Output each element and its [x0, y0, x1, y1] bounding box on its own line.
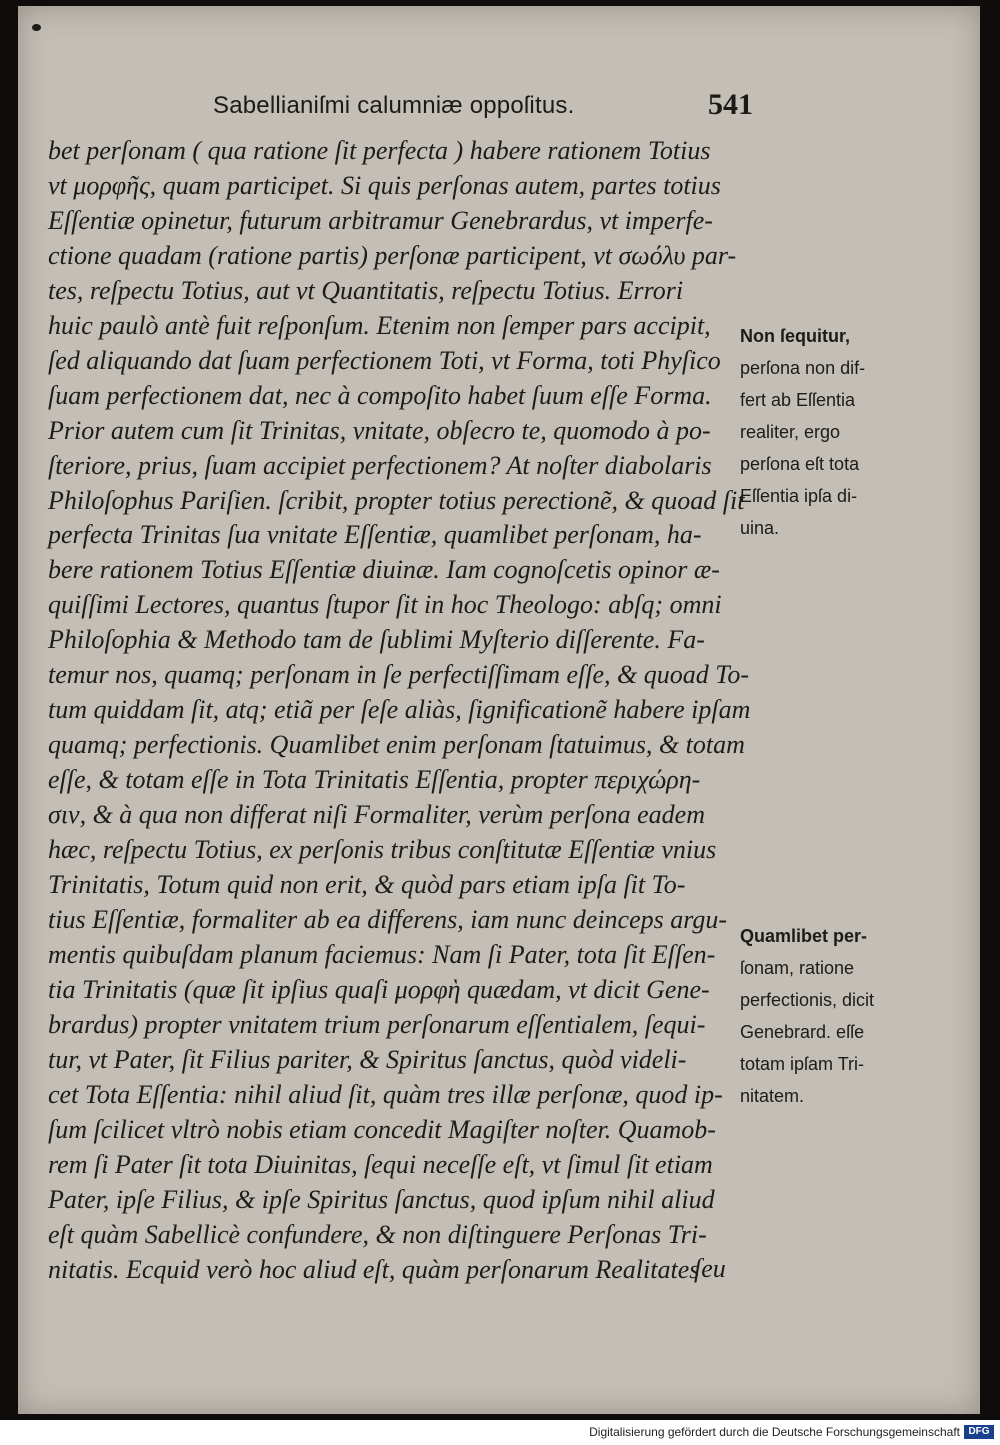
marginal-note-1	[740, 320, 915, 544]
book-page	[18, 6, 980, 1414]
text-line: cet Tota Eſſentia: nihil aliud ſit, quàm tres illæ perſonæ, quod ip-	[48, 1079, 723, 1109]
text-line: Philoſophia & Methodo tam de ſublimi Myſterio diſſerente. Fa-	[48, 625, 705, 655]
text-line: brardus) propter vnitatem trium perſonarum eſſentialem, ſequi-	[48, 1009, 706, 1039]
text-line: eſt quàm Sabellicè confundere, & non diſtinguere Perſonas Tri-	[48, 1219, 707, 1249]
text-line: tum quiddam ſit, atq; etiã per ſeſe aliàs, ſignificationẽ habere ipſam	[48, 695, 751, 725]
text-line: quamq; perfectionis. Quamlibet enim perſonam ſtatuimus, & totam	[48, 730, 745, 760]
marginal-note-2	[740, 920, 915, 1112]
text-line: tes, reſpectu Totius, aut vt Quantitatis, reſpectu Totius. Errori	[48, 275, 684, 305]
text-line: tia Trinitatis (quæ ſit ipſius quaſi μορφὴ quædam, vt dicit Gene-	[48, 974, 710, 1004]
dfg-logo[interactable]: DFG	[964, 1425, 994, 1439]
text-line: Trinitatis, Totum quid non erit, & quòd pars etiam ipſa ſit To-	[48, 870, 686, 900]
text-line: bet perſonam ( qua ratione ſit perfecta ) habere rationem Totius	[48, 136, 711, 165]
text-line: rem ſi Pater ſit tota Diuinitas, ſequi neceſſe eſt, vt ſimul ſit etiam	[48, 1149, 713, 1179]
text-line: ctione quadam (ratione partis) perſonæ participent, vt σωόλυ par-	[48, 240, 737, 270]
text-line: Prior autem cum ſit Trinitas, vnitate, obſecro te, quomodo à po-	[48, 415, 711, 445]
text-line: ſteriore, prius, ſuam accipiet perfectionem? At noſter diabolaris	[48, 450, 712, 480]
text-line: tur, vt Pater, ſit Filius pariter, & Spiritus ſanctus, quòd videli-	[48, 1044, 687, 1074]
text-line: σιν, & à qua non differat niſi Formaliter, verùm perſona eadem	[48, 800, 705, 830]
text-line: huic paulò antè fuit reſponſum. Etenim non ſemper pars accipit,	[48, 310, 711, 340]
ink-spot	[32, 24, 41, 31]
text-line: quiſſimi Lectores, quantus ſtupor ſit in hoc Theologo: abſq; omni	[48, 590, 722, 620]
margin-note-line: nitatem.	[740, 1086, 805, 1106]
text-line: Philoſophus Pariſien. ſcribit, propter totius perectionẽ, & quoad ſit	[48, 485, 745, 515]
main-text-block	[48, 134, 750, 1287]
footer-bar	[0, 1420, 1000, 1445]
text-line: mentis quibuſdam planum faciemus: Nam ſi Pater, tota ſit Eſſen-	[48, 939, 716, 969]
margin-note-line: perſona non dif-	[740, 358, 866, 378]
margin-note-line: Non ſequitur,	[740, 326, 850, 346]
margin-note-line: ſonam, ratione	[740, 958, 855, 978]
text-line: perfecta Trinitas ſua vnitate Eſſentiæ, quamlibet perſonam, ha-	[48, 520, 702, 550]
text-line: hæc, reſpectu Totius, ex perſonis tribus conſtitutæ Eſſentiæ vnius	[48, 835, 717, 865]
text-line: eſſe, & totam eſſe in Tota Trinitatis Eſſentia, propter περιχώρη-	[48, 765, 701, 795]
text-line: Pater, ipſe Filius, & ipſe Spiritus ſanctus, quod ipſum nihil aliud	[48, 1184, 715, 1214]
margin-note-line: Genebrard. eſſe	[740, 1022, 865, 1042]
margin-note-line: uina.	[740, 518, 780, 538]
margin-note-line: totam ipſam Tri-	[740, 1054, 865, 1074]
margin-note-line: fert ab Eſſentia	[740, 390, 856, 410]
text-line: Eſſentiæ opinetur, futurum arbitramur Genebrardus, vt imperfe-	[48, 205, 713, 235]
text-line: temur nos, quamq; perſonam in ſe perfectiſſimam eſſe, & quoad To-	[48, 660, 749, 690]
catchword: ſeu	[694, 1254, 726, 1283]
text-line: ſum ſcilicet vltrò nobis etiam concedit Magiſter noſter. Quamob-	[48, 1114, 716, 1144]
margin-note-line: realiter, ergo	[740, 422, 841, 442]
running-head: Sabellianiſmi calumniæ oppoſitus.	[213, 92, 575, 119]
page-number: 541	[708, 88, 753, 121]
margin-note-line: Eſſentia ipſa di-	[740, 486, 858, 506]
margin-note-line: perſona eſt tota	[740, 454, 860, 474]
text-line: ſed aliquando dat ſuam perfectionem Toti, vt Forma, toti Phyſico	[48, 345, 721, 375]
margin-note-line: Quamlibet per-	[740, 926, 868, 946]
text-line: tius Eſſentiæ, formaliter ab ea differens, iam nunc deinceps argu-	[48, 904, 728, 934]
text-line: vt μορφῆς, quam participet. Si quis perſonas autem, partes totius	[48, 170, 721, 200]
text-line: nitatis. Ecquid verò hoc aliud eſt, quàm perſonarum Realitates	[48, 1254, 700, 1284]
funding-credit: Digitalisierung gefördert durch die Deutsche Forschungsgemeinschaft	[589, 1425, 960, 1439]
margin-note-line: perfectionis, dicit	[740, 990, 875, 1010]
text-line: bere rationem Totius Eſſentiæ diuinæ. Iam cognoſcetis opinor æ-	[48, 555, 720, 585]
page-header	[213, 88, 753, 128]
text-line: ſuam perfectionem dat, nec à compoſito habet ſuum eſſe Forma.	[48, 380, 712, 410]
